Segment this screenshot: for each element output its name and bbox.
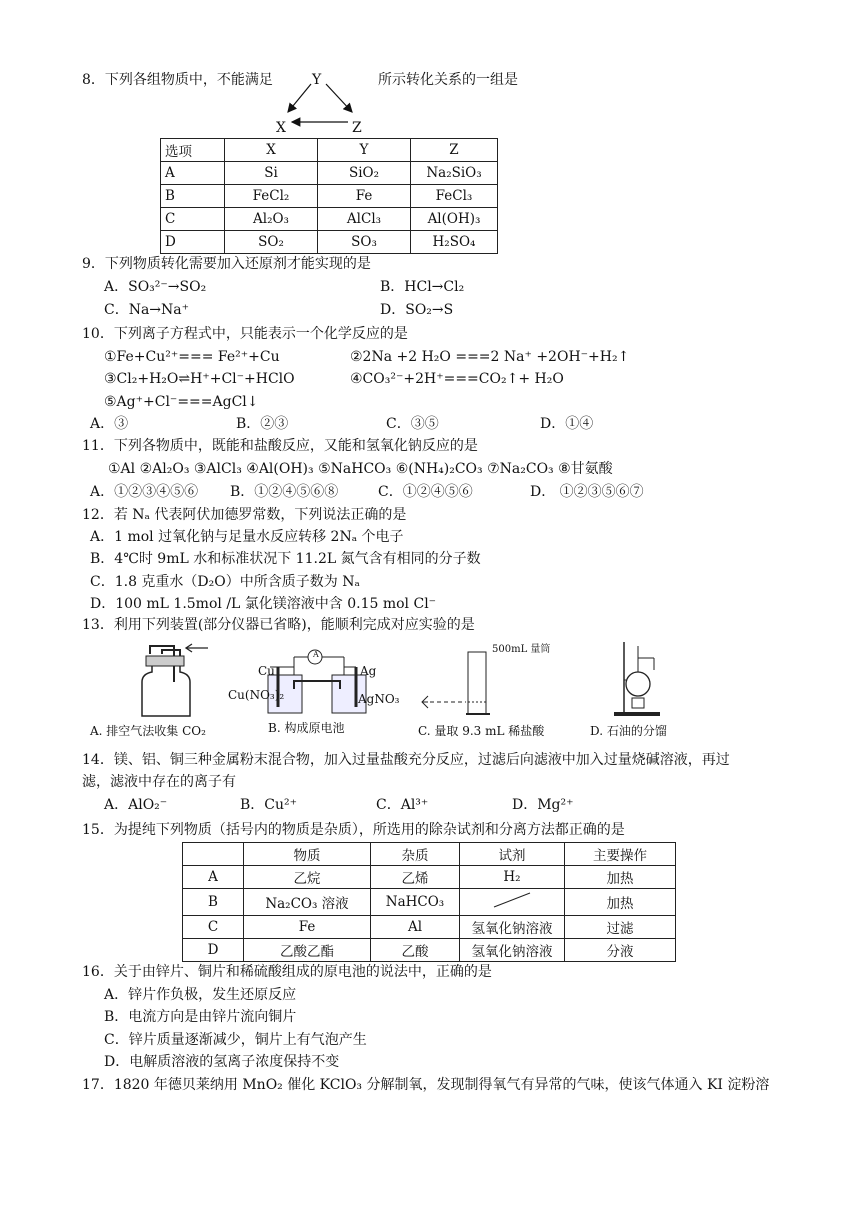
header-cell: 选项 (161, 139, 225, 162)
q8-stem-b: 所示转化关系的一组是 (378, 72, 518, 88)
cell: FeCl₃ (411, 185, 498, 208)
diagram-x: X (276, 120, 286, 136)
q16-option-c: C．锌片质量逐渐减少，铜片上有气泡产生 (104, 1032, 367, 1048)
table-header-row (183, 843, 676, 866)
caption-a: A. 排空气法收集 CO₂ (90, 724, 206, 738)
q14-option-b: B．Cu²⁺ (240, 797, 298, 813)
q12-option-b: B．4℃时 9mL 水和标准状况下 11.2L 氮气含有相同的分子数 (90, 551, 481, 567)
caption-b: B. 构成原电池 (268, 721, 345, 735)
cell: C (183, 916, 244, 939)
table-row (161, 185, 498, 208)
q10-eq3: ③Cl₂+H₂O⇌H⁺+Cl⁻+HClO (104, 371, 295, 387)
cell: NaHCO₃ (371, 889, 460, 916)
caption-c: C. 量取 9.3 mL 稀盐酸 (418, 724, 545, 738)
q16-option-b: B．电流方向是由锌片流向铜片 (104, 1009, 297, 1025)
q9-option-b: B．HCl→Cl₂ (380, 279, 465, 295)
cell: H₂SO₄ (411, 231, 498, 254)
table-row (183, 916, 676, 939)
cylinder-label: 500mL 量筒 (492, 644, 551, 655)
q16-option-d: D．电解质溶液的氢离子浓度保持不变 (104, 1054, 340, 1070)
cell: 乙烯 (371, 866, 460, 889)
table-row (183, 889, 676, 916)
q14-option-a: A．AlO₂⁻ (104, 797, 168, 813)
table-row (161, 162, 498, 185)
cell: 加热 (565, 889, 676, 916)
caption-d: D. 石油的分馏 (590, 724, 667, 738)
header-cell: 物质 (244, 843, 371, 866)
q10-option-a: A．③ (90, 416, 129, 432)
q13-stem: 13．利用下列装置(部分仪器已省略)，能顺利完成对应实验的是 (82, 617, 475, 633)
q8-table (160, 138, 498, 254)
header-cell: Y (318, 139, 411, 162)
q11-option-d: D． ①②③⑤⑥⑦ (530, 484, 644, 500)
q16-stem: 16．关于由锌片、铜片和稀硫酸组成的原电池的说法中，正确的是 (82, 964, 492, 980)
cell: A (183, 866, 244, 889)
label-cuno3: Cu(NO₃)₂ (228, 688, 285, 702)
q11-stem: 11．下列各物质中，既能和盐酸反应，又能和氢氧化钠反应的是 (82, 438, 478, 454)
cell: 乙酸乙酯 (244, 939, 371, 962)
q15-stem: 15．为提纯下列物质（括号内的物质是杂质），所选用的除杂试剂和分离方法都正确的是 (82, 822, 625, 838)
cell: 分液 (565, 939, 676, 962)
q9-stem: 9．下列物质转化需要加入还原剂才能实现的是 (82, 256, 371, 272)
cell: Al (371, 916, 460, 939)
cell: SO₃ (318, 231, 411, 254)
q11-option-c: C．①②④⑤⑥ (378, 484, 473, 500)
q9-option-c: C．Na→Na⁺ (104, 302, 190, 318)
q10-eq4: ④CO₃²⁻+2H⁺===CO₂↑+ H₂O (350, 371, 564, 387)
cell: AlCl₃ (318, 208, 411, 231)
q9-option-a: A．SO₃²⁻→SO₂ (104, 279, 207, 295)
cell: Al₂O₃ (225, 208, 318, 231)
cell: Na₂SiO₃ (411, 162, 498, 185)
header-cell: 主要操作 (565, 843, 676, 866)
cell: H₂ (460, 866, 565, 889)
cell: B (161, 185, 225, 208)
q14-option-c: C．Al³⁺ (376, 797, 429, 813)
label-agno3: AgNO₃ (358, 692, 400, 706)
cell: A (161, 162, 225, 185)
q12-stem: 12．若 Nₐ 代表阿伏加德罗常数，下列说法正确的是 (82, 507, 407, 523)
cell: 过滤 (565, 916, 676, 939)
cell: Na₂CO₃ 溶液 (244, 889, 371, 916)
distillation-figure (604, 640, 674, 722)
cell: FeCl₂ (225, 185, 318, 208)
table-row (183, 866, 676, 889)
header-cell: Z (411, 139, 498, 162)
table-row (161, 231, 498, 254)
header-cell (183, 843, 244, 866)
cell: B (183, 889, 244, 916)
q10-eq2: ②2Na +2 H₂O ===2 Na⁺ +2OH⁻+H₂↑ (350, 349, 630, 365)
header-cell: X (225, 139, 318, 162)
q12-option-d: D．100 mL 1.5mol /L 氯化镁溶液中含 0.15 mol Cl⁻ (90, 596, 437, 612)
label-cu: Cu (258, 664, 275, 678)
cell: C (161, 208, 225, 231)
q12-option-a: A．1 mol 过氧化钠与足量水反应转移 2Nₐ 个电子 (90, 529, 404, 545)
q12-option-c: C．1.8 克重水（D₂O）中所含质子数为 Nₐ (90, 574, 360, 590)
label-ag: Ag (360, 664, 377, 678)
q14-stem-line2: 滤，滤液中存在的离子有 (82, 774, 236, 790)
q10-eq5: ⑤Ag⁺+Cl⁻===AgCl↓ (104, 394, 259, 410)
cell: SO₂ (225, 231, 318, 254)
q11-items: ①Al ②Al₂O₃ ③AlCl₃ ④Al(OH)₃ ⑤NaHCO₃ ⑥(NH₄)₂CO₃ ⑦Na₂CO₃ ⑧甘氨酸 (108, 461, 613, 477)
q17-stem: 17．1820 年德贝莱纳用 MnO₂ 催化 KClO₃ 分解制氧，发现制得氧气有异常的气味，使该气体通入 KI 淀粉溶 (82, 1077, 770, 1093)
cell: D (161, 231, 225, 254)
table-header-row (161, 139, 498, 162)
diagram-z: Z (352, 120, 362, 136)
gas-collection-bottle-figure (128, 642, 218, 722)
cell: Si (225, 162, 318, 185)
q15-table (182, 842, 676, 962)
q14-option-d: D．Mg²⁺ (512, 797, 574, 813)
table-row (161, 208, 498, 231)
q10-option-b: B．②③ (236, 416, 289, 432)
q14-stem-line1: 14．镁、铝、铜三种金属粉末混合物，加入过量盐酸充分反应，过滤后向滤液中加入过量烧碱溶液，再过 (82, 752, 730, 768)
q10-stem: 10．下列离子方程式中，只能表示一个化学反应的是 (82, 326, 408, 342)
cell: 氢氧化钠溶液 (460, 939, 565, 962)
header-cell: 试剂 (460, 843, 565, 866)
q10-eq1: ①Fe+Cu²⁺=== Fe²⁺+Cu (104, 349, 280, 365)
cell: D (183, 939, 244, 962)
empty-reagent-cell (460, 889, 565, 916)
cell: Fe (318, 185, 411, 208)
cell: Al(OH)₃ (411, 208, 498, 231)
q9-option-d: D．SO₂→S (380, 302, 454, 318)
q10-option-d: D．①④ (540, 416, 594, 432)
cell: 乙烷 (244, 866, 371, 889)
q11-option-b: B．①②④⑤⑥⑧ (230, 484, 339, 500)
header-cell: 杂质 (371, 843, 460, 866)
cell: 氢氧化钠溶液 (460, 916, 565, 939)
q8-stem-a: 8．下列各组物质中，不能满足 (82, 72, 273, 88)
cell: 加热 (565, 866, 676, 889)
q16-option-a: A．锌片作负极，发生还原反应 (104, 987, 297, 1003)
q10-option-c: C．③⑤ (386, 416, 439, 432)
cell: SiO₂ (318, 162, 411, 185)
ammeter-label: A (313, 650, 319, 659)
q11-option-a: A．①②③④⑤⑥ (90, 484, 199, 500)
table-row (183, 939, 676, 962)
cell: Fe (244, 916, 371, 939)
cell: 乙酸 (371, 939, 460, 962)
diagram-y: Y (312, 72, 322, 88)
diagonal-slash (464, 889, 560, 911)
